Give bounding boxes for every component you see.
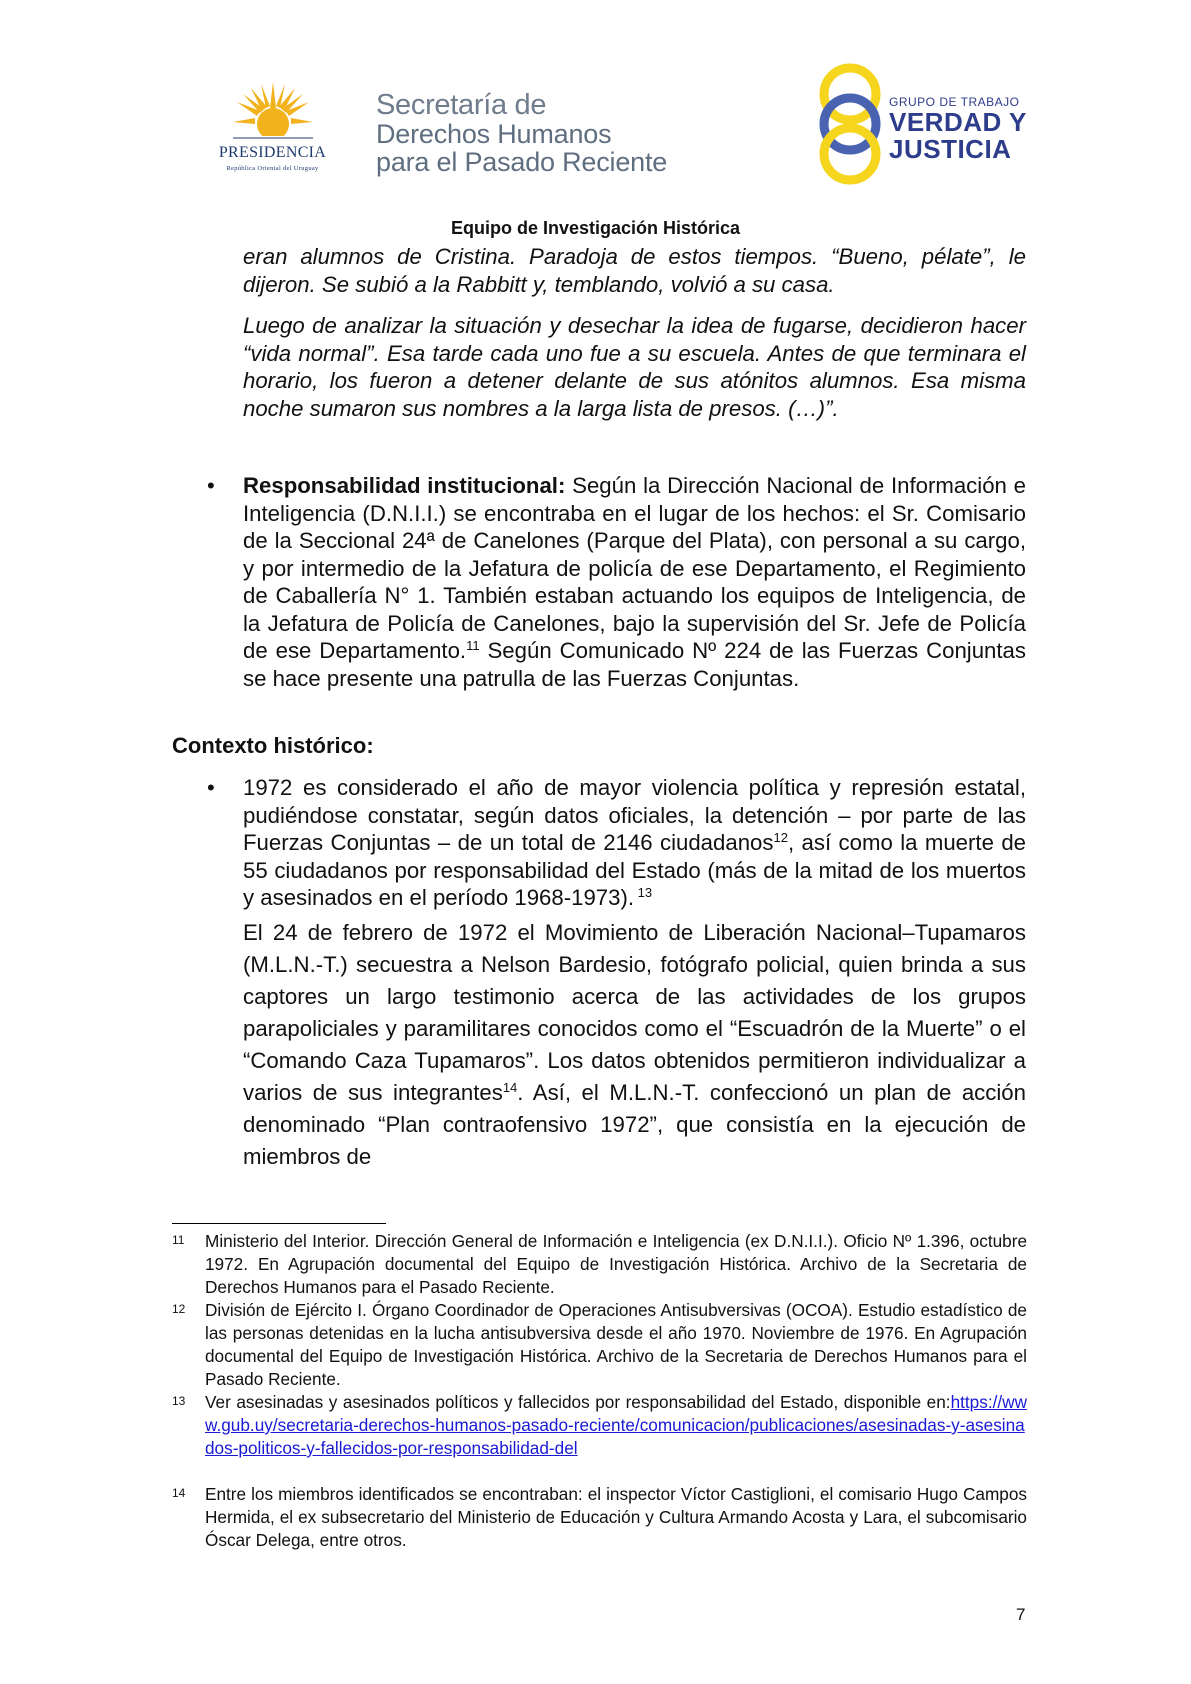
contexto-heading: Contexto histórico: (172, 733, 374, 758)
responsabilidad-text-2: Según Comunicado Nº 224 de las Fuerzas Conjuntas se hace presente una patrulla de las Fuerzas Conjuntas. (243, 638, 1026, 691)
footnote-ref-13[interactable]: 13 (634, 885, 653, 900)
bullet-marker: • (207, 473, 215, 498)
quote-continuation-1: eran alumnos de Cristina. Paradoja de estos tiempos. “Bueno, pélate”, le dijeron. Se subió a la Rabbitt y, temblando, volvió a su casa. (243, 244, 1026, 297)
footnote-13-link[interactable]: https://www.gub.uy/secretaria-derechos-humanos-pasado-reciente/comunicacion/publicaciones/asesinadas-y-asesinados-politicos-y-fallecidos-por-responsabilidad-del (205, 1392, 1027, 1458)
contexto-text-b: , así como la muerte de 55 ciudadanos por responsabilidad del Estado (más de la mitad de los muertos y asesinados en el período 1968-1973). (243, 830, 1027, 910)
verdad-label: VERDAD Y (889, 107, 1027, 137)
footnote-ref-12[interactable]: 12 (773, 830, 788, 845)
quote-continuation-2: Luego de analizar la situación y desechar la idea de fugarse, decidieron hacer “vida normal”. Esa tarde cada uno fue a su escuela. Antes de que terminara el horario, los fueron a detener delante de sus atónitos alumnos. Esa misma noche sumaron sus nombres a la larga lista de presos. (…)”. (243, 313, 1026, 421)
footnote-12 (172, 1299, 1027, 1391)
page-header (0, 0, 1191, 215)
footnote-text: Entre los miembros identificados se encontraban: el inspector Víctor Castiglioni, el comisario Hugo Campos Hermida, el ex subsecretario del Ministerio de Educación y Cultura Armando Acosta y Lara, el subcomisario Óscar Delega, entre otros. (205, 1484, 1027, 1550)
footnote-number: 11 (172, 1233, 185, 1247)
footnote-number: 13 (172, 1394, 186, 1408)
page-number: 7 (1016, 1605, 1026, 1624)
verdad-justicia-text (889, 95, 1027, 163)
sun-icon (233, 80, 313, 142)
team-title: Equipo de Investigación Histórica (450, 218, 741, 238)
footnote-number: 14 (172, 1486, 186, 1500)
presidencia-logo (195, 80, 350, 180)
rings-icon (815, 62, 885, 187)
contexto-paragraph (243, 774, 1026, 912)
grupo-label: GRUPO DE TRABAJO (889, 95, 1020, 109)
secretaria-line-2: Derechos Humanos (376, 119, 612, 149)
febrero-text-a: El 24 de febrero de 1972 el Movimiento de Liberación Nacional–Tupamaros (M.L.N.-T.) secuestra a Nelson Bardesio, fotógrafo policial, quien brinda a sus captores un largo testimonio acerca de las actividades de los grupos parapoliciales y paramilitares conocidos como el “Escuadrón de la Muerte” o el “Comando Caza Tupamaros”. Los datos obtenidos permitieron individualizar a varios de sus integrantes (243, 920, 1026, 1105)
responsabilidad-label: Responsabilidad institucional: (243, 473, 566, 498)
verdad-justicia-logo (815, 62, 1027, 192)
presidencia-name: PRESIDENCIA (218, 144, 327, 161)
febrero-text-b: . Así, el M.L.N.-T. confeccionó un plan de acción denominado “Plan contraofensivo 1972”, que consistía en la ejecución de miembros de (243, 1080, 1026, 1169)
justicia-label: JUSTICIA (889, 134, 1012, 164)
presidencia-subtitle: República Oriental del Uruguay (226, 165, 319, 172)
footnote-text: División de Ejército I. Órgano Coordinador de Operaciones Antisubversivas (OCOA). Estudio estadístico de las personas detenidas en la lucha antisubversiva desde el año 1970. Noviembre de 1976. En Agrupación documental del Equipo de Investigación Histórica. Archivo de la Secretaria de Derechos Humanos para el Pasado Reciente. (205, 1300, 1027, 1389)
responsabilidad-text: Según la Dirección Nacional de Información e Inteligencia (D.N.I.I.) se encontraba en el lugar de los hechos: el Sr. Comisario de la Seccional 24ª de Canelones (Parque del Plata), con personal a su cargo, y por intermedio de la Jefatura de policía de ese Departamento, el Regimiento de Caballería N° 1. También estaban actuando los equipos de Inteligencia, de la Jefatura de Policía de Canelones, bajo la supervisión del Sr. Jefe de Policía de ese Departamento. (243, 473, 1026, 663)
responsabilidad-paragraph (243, 472, 1026, 692)
footnote-14 (172, 1483, 1027, 1553)
footnote-ref-14[interactable]: 14 (502, 1080, 518, 1095)
secretaria-line-3: para el Pasado Reciente (376, 147, 668, 177)
footnote-11 (172, 1230, 1027, 1300)
bullet-marker: • (207, 775, 215, 800)
footnote-text: Ministerio del Interior. Dirección General de Información e Inteligencia (ex D.N.I.I.). Oficio Nº 1.396, octubre 1972. En Agrupación documental del Equipo de Investigación Histórica. Archivo de la Secretaria de Derechos Humanos para el Pasado Reciente. (205, 1231, 1027, 1297)
footnote-13-text: Ver asesinadas y asesinados políticos y fallecidos por responsabilidad del Estado, disponible en: (205, 1392, 951, 1412)
footnote-13 (172, 1391, 1027, 1483)
footnote-separator (172, 1223, 386, 1224)
footnote-ref-11[interactable]: 11 (466, 638, 480, 653)
secretaria-line-1: Secretaría de (376, 89, 547, 121)
footnote-number: 12 (172, 1302, 186, 1316)
secretaria-logo-text (376, 90, 667, 176)
footnote-text (205, 1391, 1027, 1460)
febrero-paragraph (243, 917, 1026, 1173)
contexto-text-a: 1972 es considerado el año de mayor violencia política y represión estatal, pudiéndose constatar, según datos oficiales, la detención – por parte de las Fuerzas Conjuntas – de un total de 2146 ciudadanos (243, 775, 1026, 855)
